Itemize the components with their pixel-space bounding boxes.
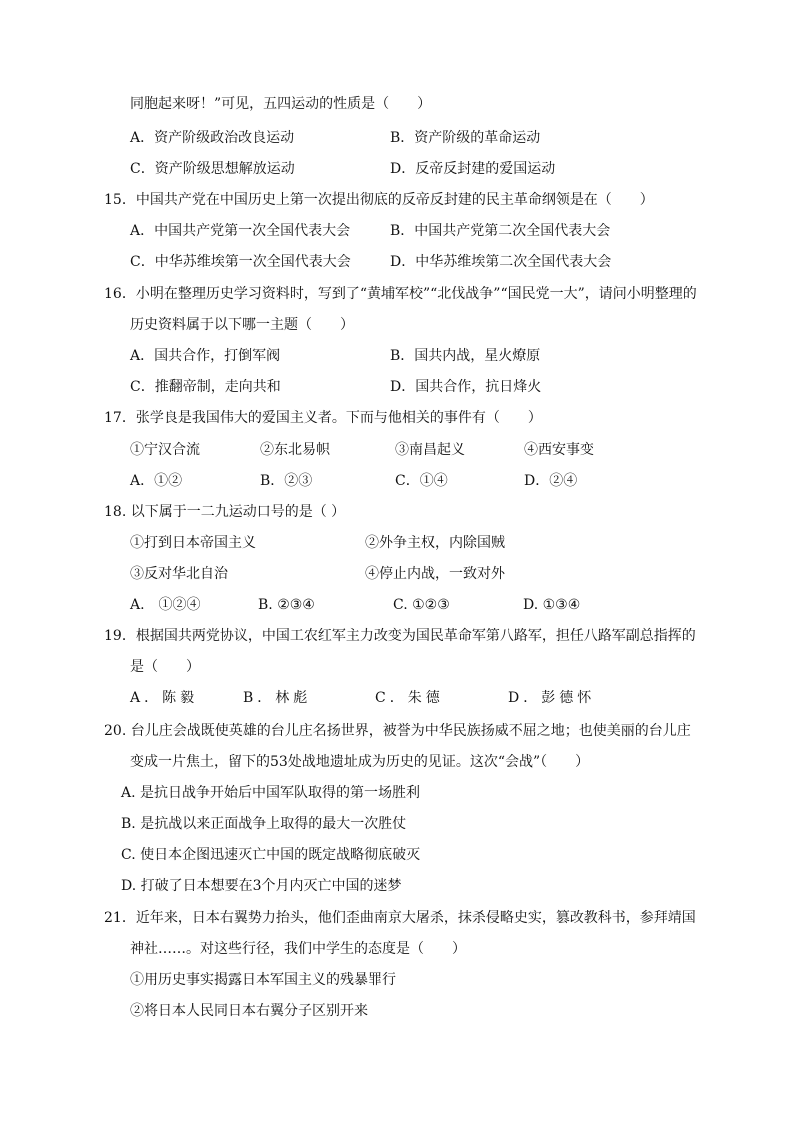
q14-option-c: C．资产阶级思想解放运动 <box>130 161 295 177</box>
q14-option-d: D．反帝反封建的爱国运动 <box>390 161 556 177</box>
q20-stem-line-1: 20. 台儿庄会战既使英雄的台儿庄名扬世界，被誉为中华民族扬威不屈之地；也使美丽的台儿庄 <box>104 723 691 739</box>
q14-option-a: A．资产阶级政治改良运动 <box>130 130 295 146</box>
q19-option-d: D．彭德怀 <box>508 690 596 706</box>
q20-option-b: B. 是抗战以来正面战争上取得的最大一次胜仗 <box>121 816 407 832</box>
q14-stem-tail: 同胞起来呀！”可见，五四运动的性质是（ ） <box>130 96 432 112</box>
q16-stem-line-1: 16．小明在整理历史学习资料时，写到了“黄埔军校”“北伐战争”“国民党一大”，请问小明整理的 <box>104 286 697 302</box>
q18-item-1: ①打到日本帝国主义 <box>130 535 256 551</box>
q16-option-b: B．国共内战，星火燎原 <box>390 348 541 364</box>
q17-item-4: ④西安事变 <box>524 442 594 458</box>
q17-option-d: D．②④ <box>524 473 578 489</box>
q21-item-2: ②将日本人民同日本右翼分子区别开来 <box>130 1003 368 1019</box>
q19-option-b: B．林彪 <box>243 690 312 706</box>
q16-option-d: D．国共合作，抗日烽火 <box>390 379 542 395</box>
q16-option-c: C．推翻帝制，走向共和 <box>130 379 281 395</box>
q18-option-b: B. ②③④ <box>258 597 315 613</box>
q19-stem-line-2: 是（ ） <box>130 659 200 675</box>
q19-option-a: A．陈毅 <box>130 690 199 706</box>
q20-option-a: A. 是抗日战争开始后中国军队取得的第一场胜利 <box>121 785 421 801</box>
q21-stem-line-2: 神社……。对这些行径，我们中学生的态度是（ ） <box>130 941 466 957</box>
q17-item-1: ①宁汉合流 <box>130 442 200 458</box>
q20-option-c: C. 使日本企图迅速灭亡中国的既定战略彻底破灭 <box>121 847 421 863</box>
q15-option-c: C．中华苏维埃第一次全国代表大会 <box>130 254 351 270</box>
q16-option-a: A．国共合作，打倒军阀 <box>130 348 281 364</box>
q15-stem: 15．中国共产党在中国历史上第一次提出彻底的反帝反封建的民主革命纲领是在（ ） <box>104 192 654 208</box>
q18-option-d: D. ①③④ <box>523 597 581 613</box>
q17-item-3: ③南昌起义 <box>395 442 465 458</box>
q18-stem: 18. 以下属于一二九运动口号的是（ ） <box>104 504 346 520</box>
q19-option-c: C．朱德 <box>375 690 444 706</box>
q17-option-b: B．②③ <box>260 473 313 489</box>
q17-stem: 17．张学良是我国伟大的爱国主义者。下而与他相关的事件有（ ） <box>104 410 542 426</box>
q18-item-2: ②外争主权，内除国贼 <box>365 535 505 551</box>
q15-option-d: D．中华苏维埃第二次全国代表大会 <box>390 254 612 270</box>
q15-option-b: B．中国共产党第二次全国代表大会 <box>390 223 611 239</box>
q18-item-4: ④停止内战，一致对外 <box>365 566 505 582</box>
q17-item-2: ②东北易帜 <box>260 442 330 458</box>
q19-stem-line-1: 19．根据国共两党协议，中国工农红军主力改变为国民革命军第八路军，担任八路军副总指挥的 <box>104 628 696 644</box>
q18-option-a: A. ①②④ <box>130 597 201 613</box>
q16-stem-line-2: 历史资料属于以下哪一主题（ ） <box>130 317 354 333</box>
q15-option-a: A．中国共产党第一次全国代表大会 <box>130 223 351 239</box>
q17-option-a: A．①② <box>130 473 183 489</box>
q18-option-c: C. ①②③ <box>393 597 450 613</box>
q20-stem-line-2: 变成一片焦土，留下的53处战地遗址成为历史的见证。这次“会战”（ ） <box>130 754 590 770</box>
q17-option-c: C．①④ <box>395 473 448 489</box>
q14-option-b: B．资产阶级的革命运动 <box>390 130 541 146</box>
q21-stem-line-1: 21．近年来，日本右翼势力抬头，他们歪曲南京大屠杀，抹杀侵略史实，篡改教科书，参拜靖国 <box>104 910 696 926</box>
q21-item-1: ①用历史事实揭露日本军国主义的残暴罪行 <box>130 972 396 988</box>
q18-item-3: ③反对华北自治 <box>130 566 228 582</box>
q20-option-d: D. 打破了日本想要在3个月内灭亡中国的迷梦 <box>121 878 402 894</box>
